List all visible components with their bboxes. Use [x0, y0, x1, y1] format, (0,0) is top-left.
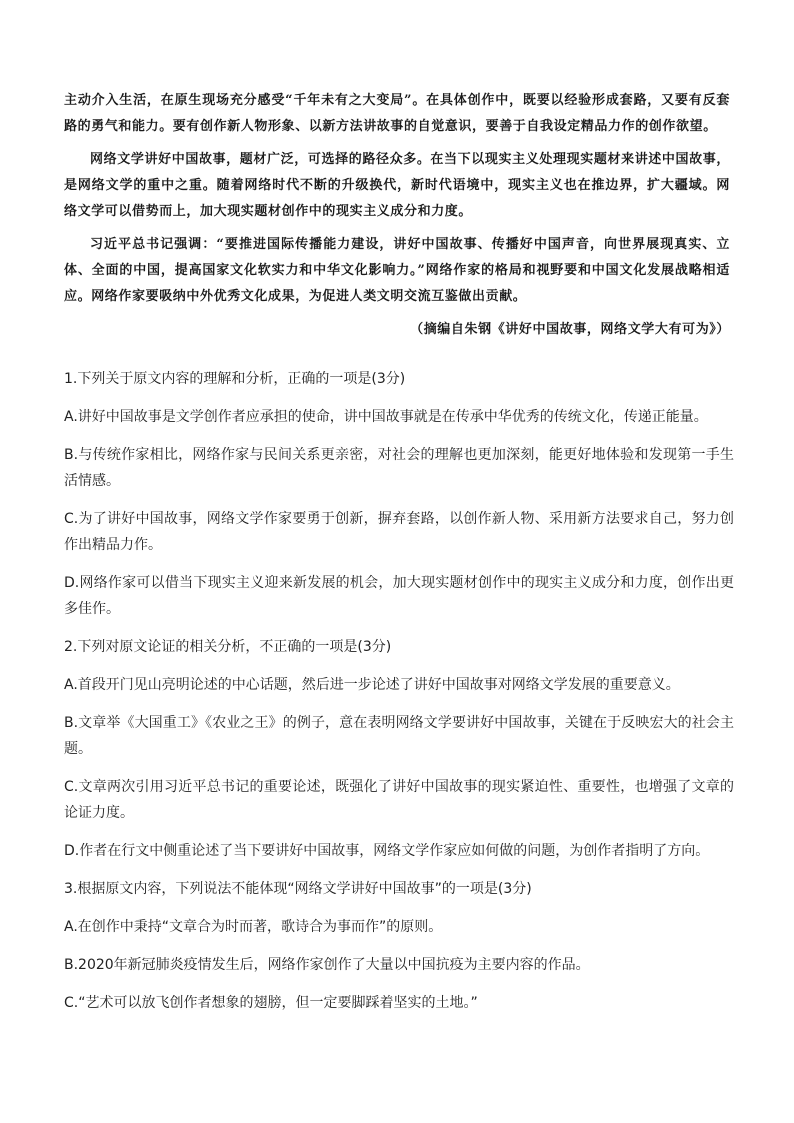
- question-2-stem: 2.下列对原文论证的相关分析，不正确的一项是(3分): [64, 639, 392, 655]
- question-1-option-c: C.为了讲好中国故事，网络文学作家要勇于创新，摒弃套路，以创作新人物、采用新方法要求自己，努力创作出精品力作。: [64, 511, 734, 553]
- question-2-option-c: C.文章两次引用习近平总书记的重要论述，既强化了讲好中国故事的现实紧迫性、重要性，也增强了文章的论证力度。: [64, 779, 734, 821]
- question-2-option-b: B.文章举《大国重工》《农业之王》的例子，意在表明网络文学要讲好中国故事，关键在于反映宏大的社会主题。: [64, 715, 734, 757]
- question-2-option-d: D.作者在行文中侧重论述了当下要讲好中国故事，网络文学作家应如何做的问题，为创作者指明了方向。: [64, 843, 710, 859]
- question-2-option-a: A.首段开门见山亮明论述的中心话题，然后进一步论述了讲好中国故事对网络文学发展的重要意义。: [64, 677, 680, 693]
- question-1-stem: 1.下列关于原文内容的理解和分析，正确的一项是(3分): [64, 371, 406, 387]
- passage-paragraph-1: 主动介入生活，在原生现场充分感受“千年未有之大变局”。在具体创作中，既要以经验形成套路，又要有反套路的勇气和能力。要有创作新人物形象、以新方法讲故事的自觉意识，要善于自我设定精品力作的创作欲望。: [64, 93, 730, 134]
- question-list: [64, 366, 734, 1028]
- question-3-option-a: A.在创作中秉持“文章合为时而著，歌诗合为事而作”的原则。: [64, 919, 443, 935]
- question-3-option-b: B.2020年新冠肺炎疫情发生后，网络作家创作了大量以中国抗疫为主要内容的作品。: [64, 957, 590, 973]
- question-1-option-b: B.与传统作家相比，网络作家与民间关系更亲密，对社会的理解也更加深刻，能更好地体验和发现第一手生活情感。: [64, 447, 734, 489]
- question-1-option-d: D.网络作家可以借当下现实主义迎来新发展的机会，加大现实题材创作中的现实主义成分和力度，创作出更多佳作。: [64, 575, 734, 617]
- passage-paragraph-3: 习近平总书记强调：“要推进国际传播能力建设，讲好中国故事、传播好中国声音，向世界展现真实、立体、全面的中国，提高国家文化软实力和中华文化影响力。”网络作家的格局和视野要和中国文化发展战略相适应。网络作家要吸纳中外优秀文化成果，为促进人类文明交流互鉴做出贡献。: [64, 237, 730, 304]
- passage-paragraph-2: 网络文学讲好中国故事，题材广泛，可选择的路径众多。在当下以现实主义处理现实题材来讲述中国故事，是网络文学的重中之重。随着网络时代不断的升级换代，新时代语境中，现实主义也在推边界，扩大疆域。网络文学可以借势而上，加大现实题材创作中的现实主义成分和力度。: [64, 152, 730, 219]
- question-3-option-c: C.“艺术可以放飞创作者想象的翅膀，但一定要脚踩着坚实的土地。”: [64, 995, 478, 1011]
- question-1-option-a: A.讲好中国故事是文学创作者应承担的使命，讲中国故事就是在传承中华优秀的传统文化，传递正能量。: [64, 409, 708, 425]
- reading-passage: [64, 88, 730, 350]
- question-3-stem: 3.根据原文内容，下列说法不能体现“网络文学讲好中国故事”的一项是(3分): [64, 881, 532, 897]
- passage-source: （摘编自朱钢《讲好中国故事，网络文学大有可为》）: [410, 322, 730, 337]
